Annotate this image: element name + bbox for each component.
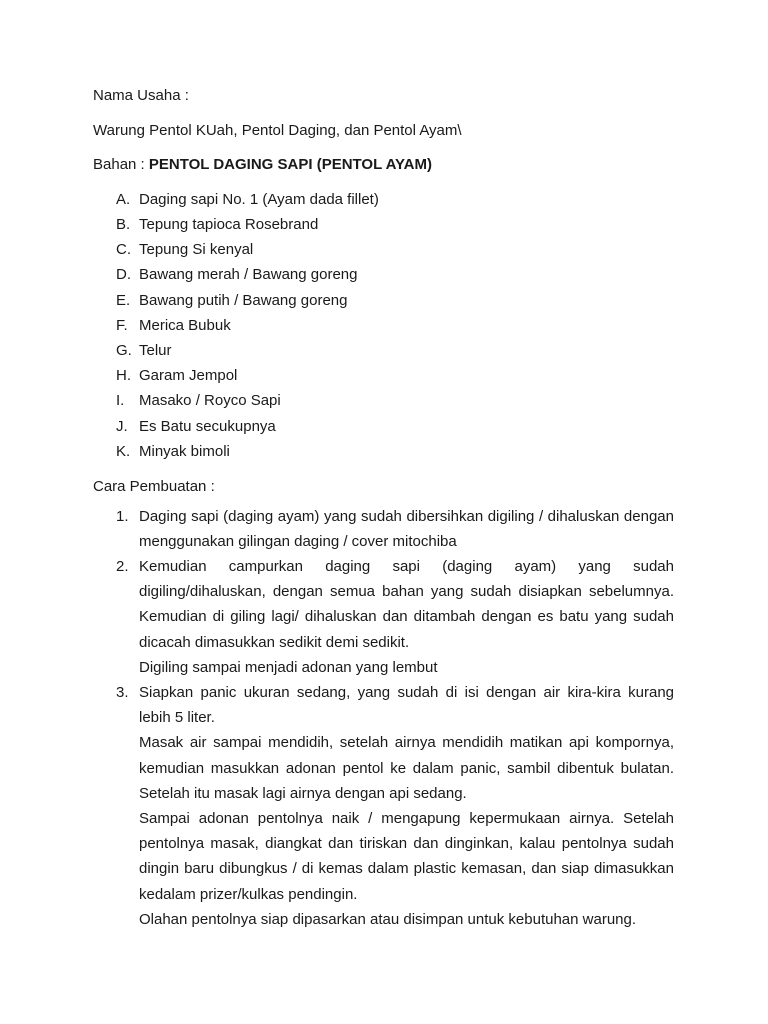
step-paragraph: Digiling sampai menjadi adonan yang lembut — [139, 658, 438, 676]
step-item — [116, 680, 674, 932]
step-marker: 3. — [116, 684, 129, 701]
list-item — [116, 317, 231, 335]
list-item-text: Es Batu secukupnya — [139, 418, 276, 435]
list-item-text: Tepung tapioca Rosebrand — [139, 216, 319, 233]
list-item — [116, 191, 379, 209]
list-marker: B. — [116, 216, 131, 233]
nama-usaha-label: Nama Usaha : — [93, 87, 189, 104]
list-item-text: Merica Bubuk — [139, 317, 231, 334]
list-marker: K. — [116, 443, 131, 460]
step-item — [116, 554, 674, 680]
step-marker: 1. — [116, 508, 129, 525]
step-paragraph: Kemudian campurkan daging sapi (daging ayam) yang sudah digiling/dihaluskan, dengan semua bahan yang sudah disiapkan sebelumnya. Kemudian di giling lagi/ dihaluskan dan ditambah dengan es batu yang sudah dicacah dimasukkan sedikit demi sedikit. — [139, 558, 674, 651]
cara-pembuatan-label: Cara Pembuatan : — [93, 478, 215, 495]
list-item — [116, 216, 318, 234]
list-item — [116, 342, 172, 360]
list-item-text: Tepung Si kenyal — [139, 241, 254, 258]
list-marker: A. — [116, 191, 131, 208]
step-paragraph: Sampai adonan pentolnya naik / mengapung kepermukaan airnya. Setelah pentolnya masak, diangkat dan tiriskan dan dinginkan, kalau pentolnya sudah dingin baru dibungkus / di kemas dalam plastic kemasan, dan siap dimasukkan kedalam prizer/kulkas pendingin. — [139, 810, 674, 903]
bahan-title: PENTOL DAGING SAPI (PENTOL AYAM) — [148, 156, 433, 173]
list-marker: J. — [116, 418, 128, 435]
step-paragraph: Siapkan panic ukuran sedang, yang sudah di isi dengan air kira-kira kurang lebih 5 liter. — [139, 684, 674, 727]
list-marker: G. — [116, 342, 132, 359]
bahan-heading — [93, 156, 432, 174]
list-item-text: Garam Jempol — [139, 367, 238, 384]
list-item-text: Bawang putih / Bawang goreng — [139, 292, 348, 309]
list-item-text: Bawang merah / Bawang goreng — [139, 266, 358, 283]
list-item-text: Masako / Royco Sapi — [139, 392, 281, 409]
list-marker: H. — [116, 367, 131, 384]
bahan-label: Bahan : — [93, 156, 149, 173]
business-name: Warung Pentol KUah, Pentol Daging, dan Pentol Ayam\ — [93, 122, 462, 139]
list-item — [116, 292, 347, 310]
list-item — [116, 443, 230, 461]
list-marker: E. — [116, 292, 131, 309]
list-marker: C. — [116, 241, 131, 258]
list-item-text: Telur — [139, 342, 172, 359]
step-paragraph: Masak air sampai mendidih, setelah airnya mendidih matikan api kompornya, kemudian masukkan adonan pentol ke dalam panic, sambil dibentuk bulatan. Setelah itu masak lagi airnya dengan api sedang. — [139, 734, 674, 802]
list-item — [116, 392, 281, 410]
list-item — [116, 266, 357, 284]
step-paragraph: Olahan pentolnya siap dipasarkan atau disimpan untuk kebutuhan warung. — [139, 910, 637, 928]
list-marker: F. — [116, 317, 128, 334]
step-item — [116, 504, 674, 554]
list-marker: I. — [116, 392, 125, 409]
step-paragraph: Daging sapi (daging ayam) yang sudah dibersihkan digiling / dihaluskan dengan menggunakan gilingan daging / cover mitochiba — [139, 508, 674, 551]
list-marker: D. — [116, 266, 131, 283]
list-item-text: Minyak bimoli — [139, 443, 230, 460]
list-item-text: Daging sapi No. 1 (Ayam dada fillet) — [139, 191, 379, 208]
list-item — [116, 418, 276, 436]
step-marker: 2. — [116, 558, 129, 575]
list-item — [116, 367, 237, 385]
list-item — [116, 241, 253, 259]
